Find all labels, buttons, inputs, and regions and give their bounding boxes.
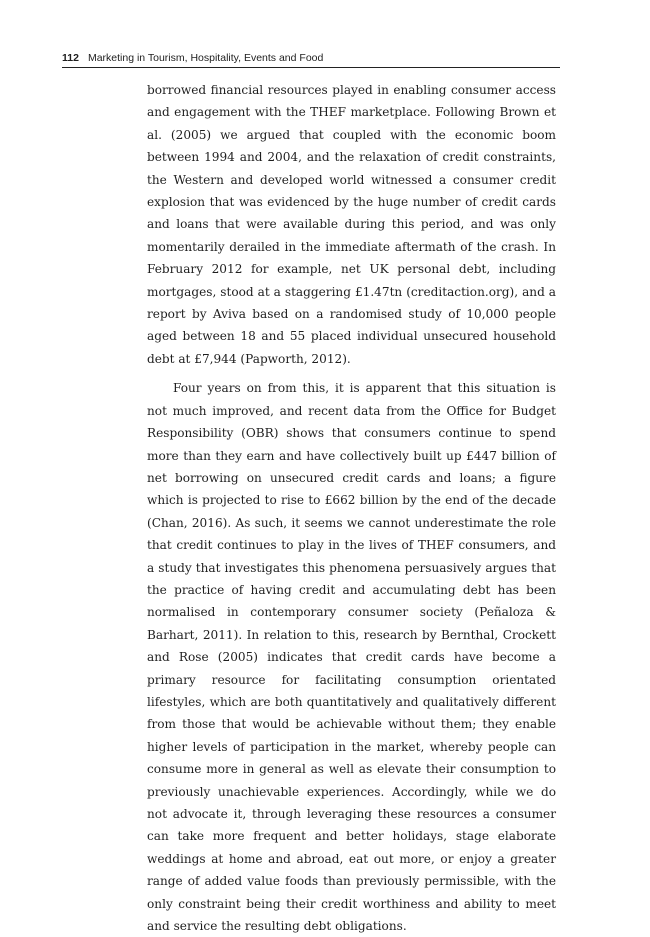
paragraph: Four years on from this, it is apparent that this situation is not much improved, and recent data from the Office for Budget Responsibility (OBR) shows that consumers continue to spend more than they earn and have collectively built up £447 billion of net borrowing on unsecured credit cards and loans; a figure which is projected to rise to £662 billion by the end of the decade (Chan, 2016). As such, it seems we cannot underestimate the role that credit continues to play in the lives of THEF consumers, and a study that investigates this phenomena persuasively argues that the practice of having credit and accumulating debt has been normalised in contemporary consumer society (Peñaloza & Barhart, 2011). In relation to this, research by Bernthal, Crockett and Rose (2005) indicates that credit cards have become a primary resource for facilitating consumption orientated lifestyles, which are both quantitatively and qualitatively different from those that would be achievable without them; they enable higher levels of participation in the market, whereby people can consume more in general as well as elevate their consumption to previously unachievable experiences. Accordingly, while we do not advocate it, through leveraging these resources a consumer can take more frequent and better holidays, stage elaborate weddings at home and abroad, eat out more, or enjoy a greater range of added value foods than previously permissible, with the only constraint being their credit worthiness and ability to meet and service the resulting debt obligations. xyxy=(147,381,556,934)
running-title: Marketing in Tourism, Hospitality, Events and Food xyxy=(87,52,324,64)
page-number: 112 xyxy=(62,52,79,64)
header-rule xyxy=(62,67,560,68)
body-text xyxy=(147,79,556,937)
paragraph-continuation: borrowed financial resources played in enabling consumer access and engagement with the THEF marketplace. Following Brown et al. (2005) we argued that coupled with the economic boom between 1994 and 2004, and the relaxation of credit constraints, the Western and developed world witnessed a consumer credit explosion that was evidenced by the huge number of credit cards and loans that were available during this period, and was only momentarily derailed in the immediate aftermath of the crash. In February 2012 for example, net UK personal debt, including mortgages, stood at a staggering £1.47tn (creditaction.org), and a report by Aviva based on a randomised study of 10,000 people aged between 18 and 55 placed individual unsecured household debt at £7,944 (Papworth, 2012). xyxy=(147,83,556,366)
running-head xyxy=(62,49,562,67)
